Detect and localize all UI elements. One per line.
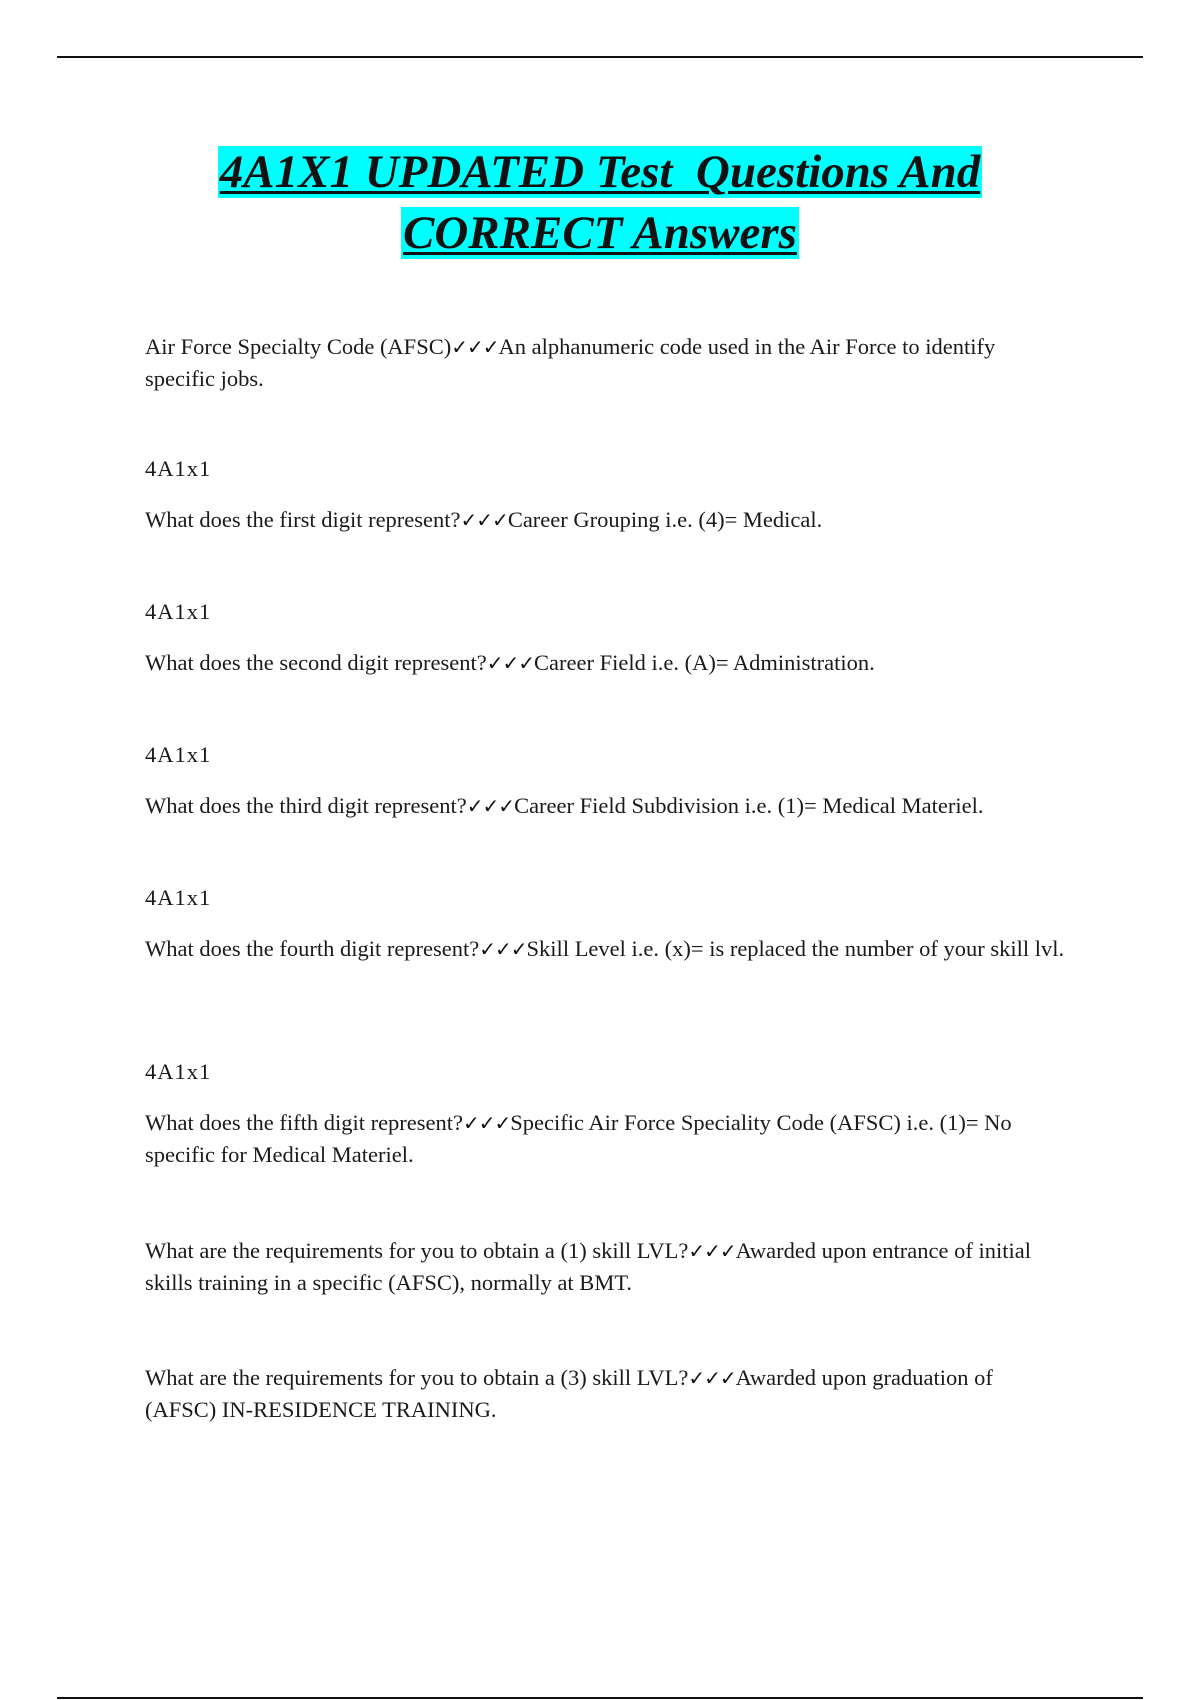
answer-text: Skill Level i.e. (x)= is replaced the number of your skill lvl. [526,936,1065,961]
question-text: What are the requirements for you to obtain a (1) skill LVL? [145,1238,689,1263]
header-rule [57,56,1143,58]
question-text: What does the fifth digit represent? [145,1110,464,1135]
question-text: What does the second digit represent? [145,650,487,675]
qa-item [145,1056,1065,1170]
afsc-code: 4A1x1 [145,599,212,624]
checkmarks-icon: ✓✓✓ [688,1239,736,1263]
afsc-code: 4A1x1 [145,885,212,910]
qa-text [145,933,1065,965]
title-line-2: CORRECT Answers [403,207,797,259]
answer-text: Awarded upon entrance of initial skills training in a specific (AFSC), normally at BMT. [145,1238,1031,1295]
qa-item [145,596,1065,679]
afsc-code: 4A1x1 [145,456,212,481]
qa-text [145,1107,1065,1170]
checkmarks-icon: ✓✓✓ [466,794,515,818]
answer-text: An alphanumeric code used in the Air Force to identify specific jobs. [145,334,996,391]
qa-text [145,1235,1065,1298]
answer-text: Career Grouping i.e. (4)= Medical. [507,507,823,532]
answer-text: Specific Air Force Speciality Code (AFSC) i.e. (1)= No specific for Medical Materiel. [145,1110,1012,1167]
checkmarks-icon: ✓✓✓ [479,937,527,961]
qa-text [145,331,1065,394]
qa-item [145,331,1065,394]
qa-text [145,1362,1065,1425]
qa-text [145,647,1065,679]
document-title [0,142,1200,264]
answer-text: Career Field i.e. (A)= Administration. [534,650,875,675]
question-text: Air Force Specialty Code (AFSC) [145,334,452,359]
footer-rule [57,1697,1143,1699]
checkmarks-icon: ✓✓✓ [451,335,499,359]
afsc-code: 4A1x1 [145,1059,212,1084]
qa-item [145,882,1065,965]
question-text: What does the third digit represent? [145,793,467,818]
title-line-1: 4A1X1 UPDATED Test Questions And [219,146,981,198]
answer-text: Career Field Subdivision i.e. (1)= Medical Materiel. [514,793,984,818]
qa-item [145,739,1065,822]
question-text: What does the first digit represent? [145,507,461,532]
checkmarks-icon: ✓✓✓ [463,1111,511,1135]
afsc-code: 4A1x1 [145,742,212,767]
qa-text [145,504,1065,536]
question-text: What are the requirements for you to obtain a (3) skill LVL? [145,1365,689,1390]
qa-item [145,1235,1065,1298]
qa-item [145,453,1065,536]
checkmarks-icon: ✓✓✓ [486,651,535,675]
answer-text: Awarded upon graduation of (AFSC) IN-RESIDENCE TRAINING. [145,1365,993,1422]
question-text: What does the fourth digit represent? [145,936,480,961]
qa-text [145,790,1065,822]
checkmarks-icon: ✓✓✓ [688,1366,736,1390]
checkmarks-icon: ✓✓✓ [460,508,508,532]
qa-item [145,1362,1065,1425]
